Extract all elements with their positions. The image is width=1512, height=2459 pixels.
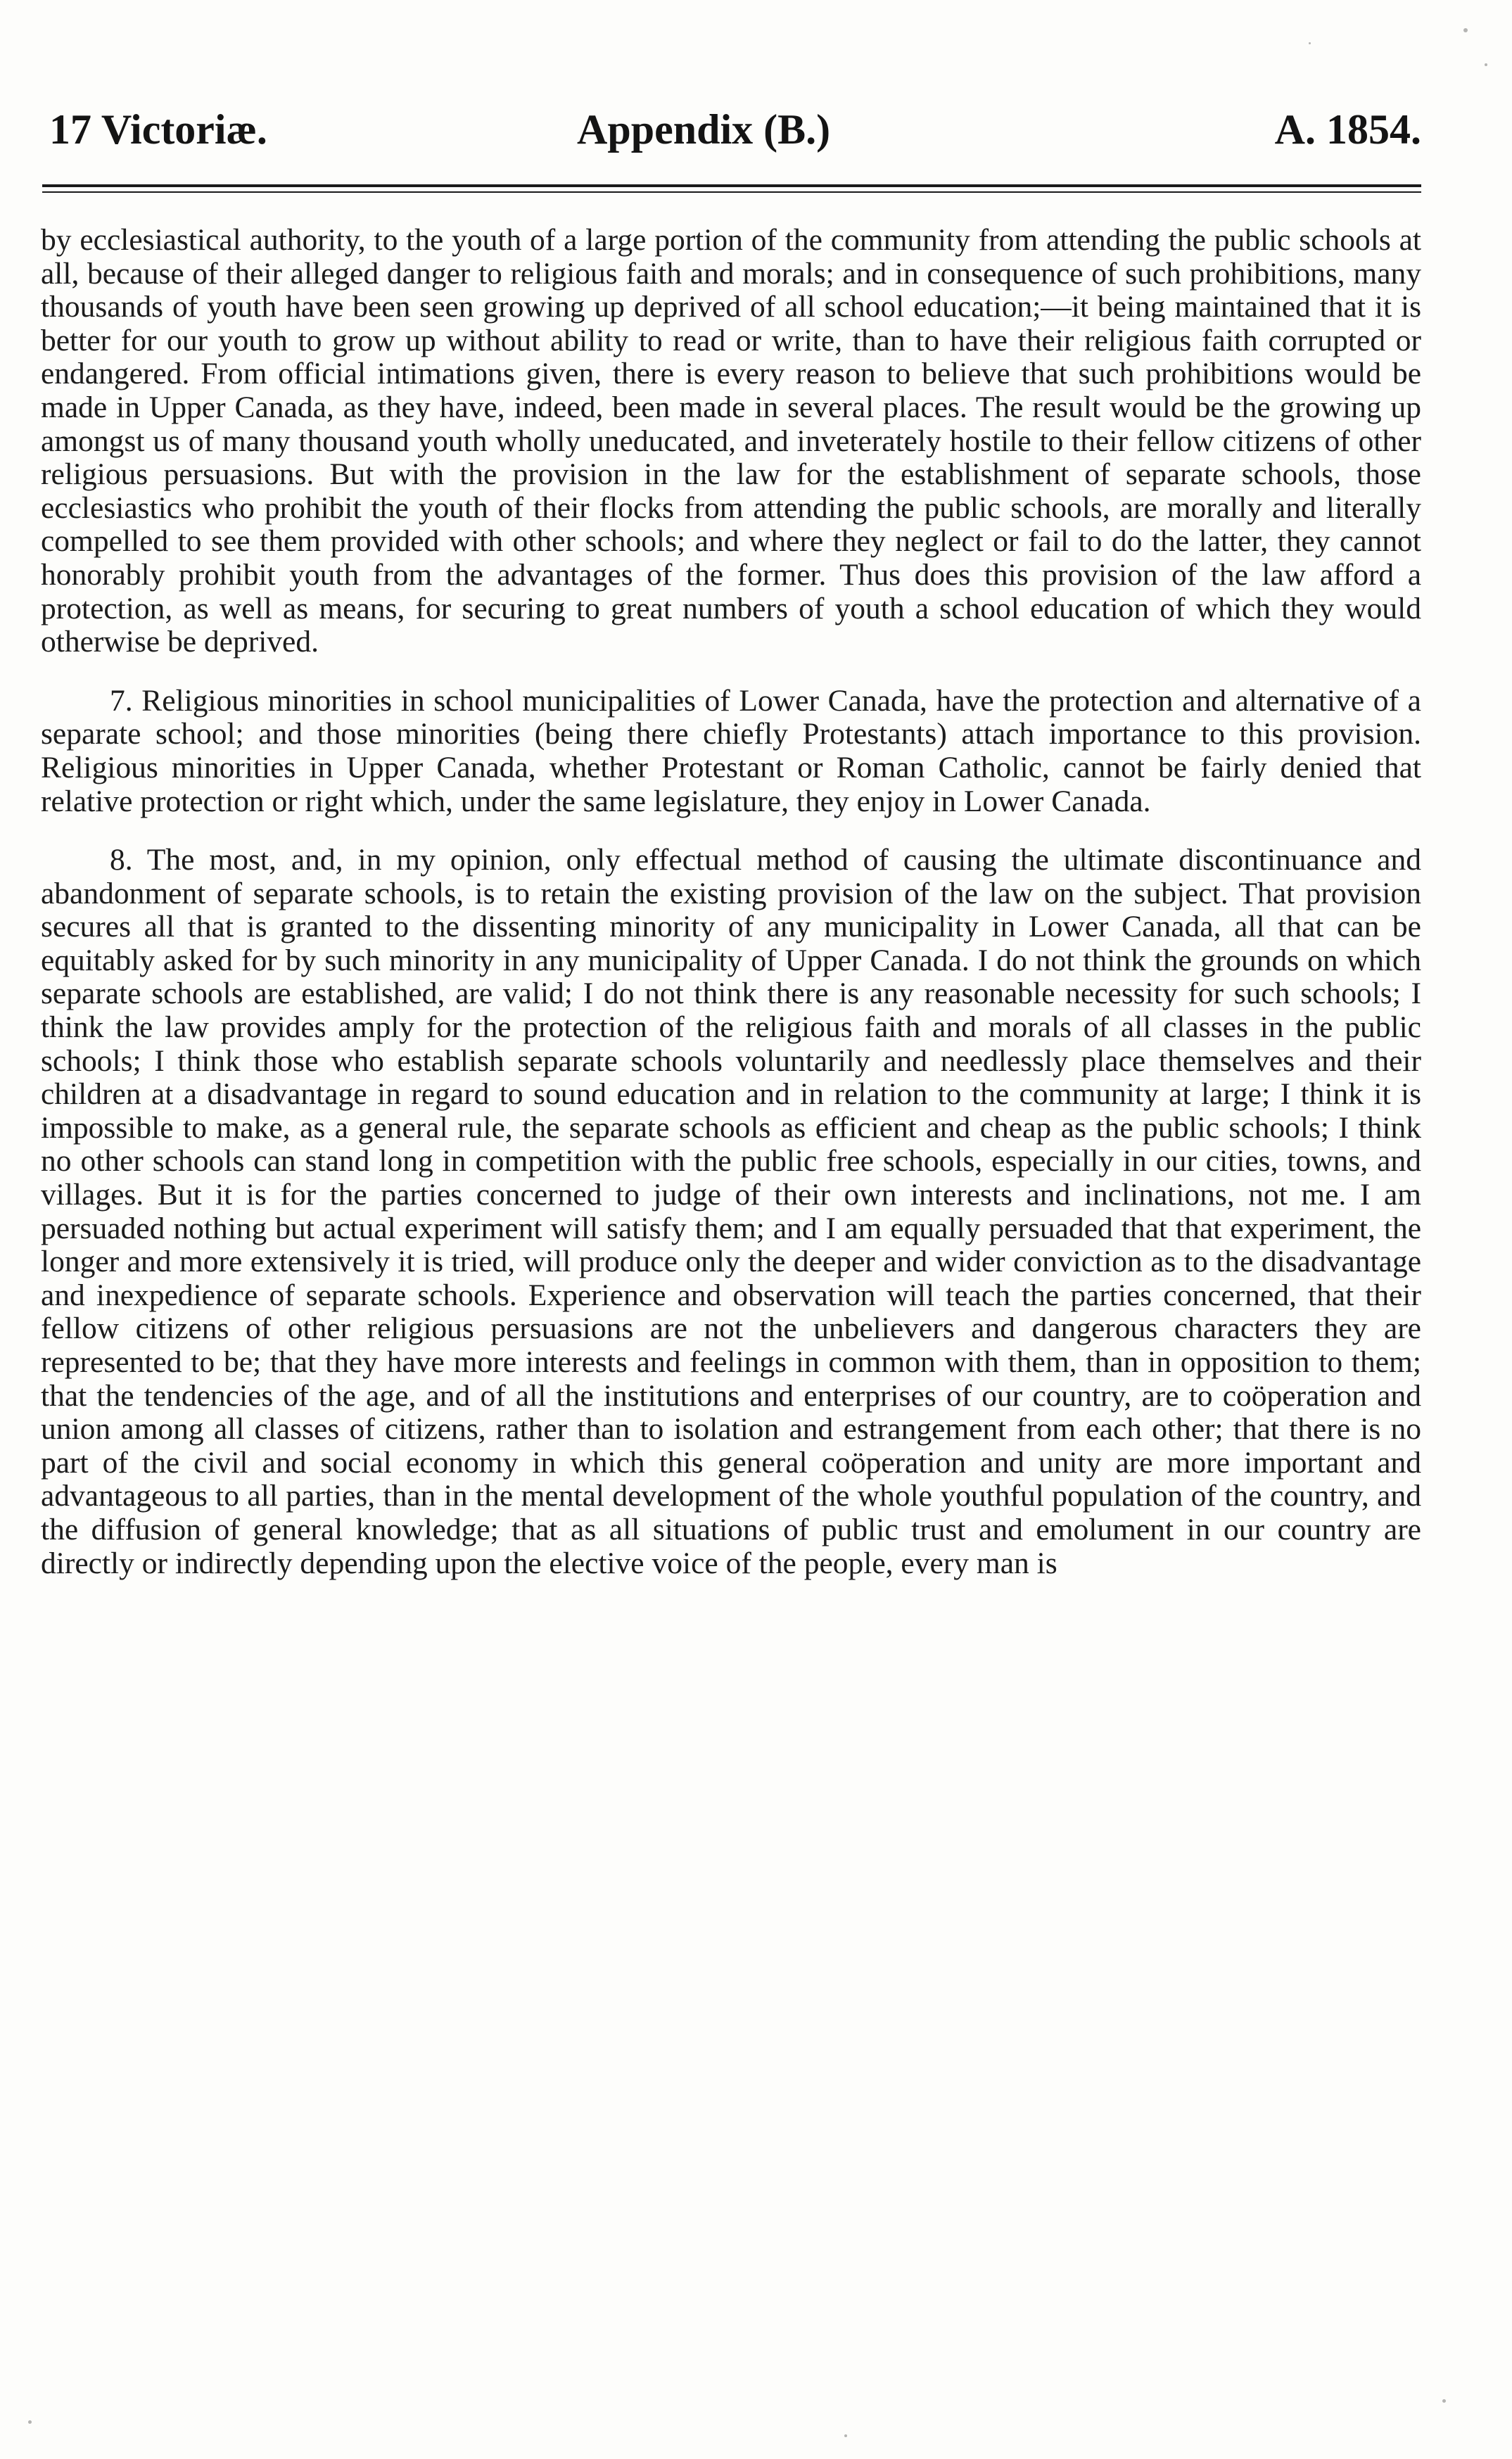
body-text bbox=[41, 224, 1421, 1580]
header-rule-thin bbox=[42, 191, 1421, 193]
scan-speck bbox=[28, 2420, 32, 2424]
header-rule-thick bbox=[42, 184, 1421, 187]
scan-speck bbox=[844, 2434, 847, 2437]
header-year: A. 1854. bbox=[1274, 106, 1421, 153]
scan-speck bbox=[1442, 2399, 1446, 2403]
scan-speck bbox=[1463, 28, 1468, 32]
scan-speck bbox=[1485, 63, 1487, 66]
running-header bbox=[42, 106, 1421, 169]
paragraph-8: 8. The most, and, in my opinion, only effectual method of causing the ultimate discontinuance and abandonment of separate schools, is to retain the existing provision of the law on the subject. That provision secures all that is granted to the dissenting minority of any municipality in Lower Canada, all that can be equitably asked for by such minority in any municipality of Upper Canada. I do not think the grounds on which separate schools are established, are valid; I do not think there is any reasonable necessity for such schools; I think the law provides amply for the protection of the religious faith and morals of all classes in the public schools; I think those who establish separate schools voluntarily and needlessly place themselves and their children at a disadvantage in regard to sound education and in relation to the community at large; I think it is impossible to make, as a general rule, the separate schools as efficient and cheap as the public schools; I think no other schools can stand long in competition with the public free schools, especially in our cities, towns, and villages. But it is for the parties concerned to judge of their own interests and inclinations, not me. I am persuaded nothing but actual experiment will satisfy them; and I am equally persuaded that that experiment, the longer and more extensively it is tried, will produce only the deeper and wider conviction as to the disadvantage and inexpedience of separate schools. Experience and observation will teach the parties concerned, that their fellow citizens of other religious persuasions are not the unbelievers and dangerous characters they are represented to be; that they have more interests and feelings in common with them, than in opposition to them; that the tendencies of the age, and of all the institutions and enterprises of our country, are to coöperation and union among all classes of citizens, rather than to isolation and estrangement from each other; that there is no part of the civil and social economy in which this general coöperation and unity are more important and advantageous to all parties, than in the mental development of the whole youthful population of the country, and the diffusion of general knowledge; that as all situations of public trust and emolument in our country are directly or indirectly depending upon the elective voice of the people, every man is bbox=[41, 843, 1421, 1580]
paragraph-7: 7. Religious minorities in school municipalities of Lower Canada, have the protection and alternative of a separate school; and those minorities (being there chiefly Protestants) attach importance to this provision. Religious minorities in Upper Canada, whether Protestant or Roman Catholic, cannot be fairly denied that relative protection or right which, under the same legislature, they enjoy in Lower Canada. bbox=[41, 683, 1421, 818]
header-appendix: Appendix (B.) bbox=[577, 106, 831, 153]
scan-speck bbox=[1309, 42, 1311, 44]
header-session: 17 Victoriæ. bbox=[49, 106, 267, 153]
paragraph-continuation: by ecclesiastical authority, to the youth of a large portion of the community from attending the public schools at all, because of their alleged danger to religious faith and morals; and in consequence of such prohibitions, many thousands of youth have been seen growing up deprived of all school education;—it being maintained that it is better for our youth to grow up without ability to read or write, than to have their religious faith corrupted or endangered. From official intimations given, there is every reason to believe that such prohibitions would be made in Upper Canada, as they have, indeed, been made in several places. The result would be the growing up amongst us of many thousand youth wholly uneducated, and inveterately hostile to their fellow citizens of other religious persuasions. But with the provision in the law for the establishment of separate schools, those ecclesiastics who prohibit the youth of their flocks from attending the public schools, are morally and literally compelled to see them provided with other schools; and where they neglect or fail to do the latter, they cannot honorably prohibit youth from the advantages of the former. Thus does this provision of the law afford a protection, as well as means, for securing to great numbers of youth a school education of which they would otherwise be deprived. bbox=[41, 223, 1421, 659]
